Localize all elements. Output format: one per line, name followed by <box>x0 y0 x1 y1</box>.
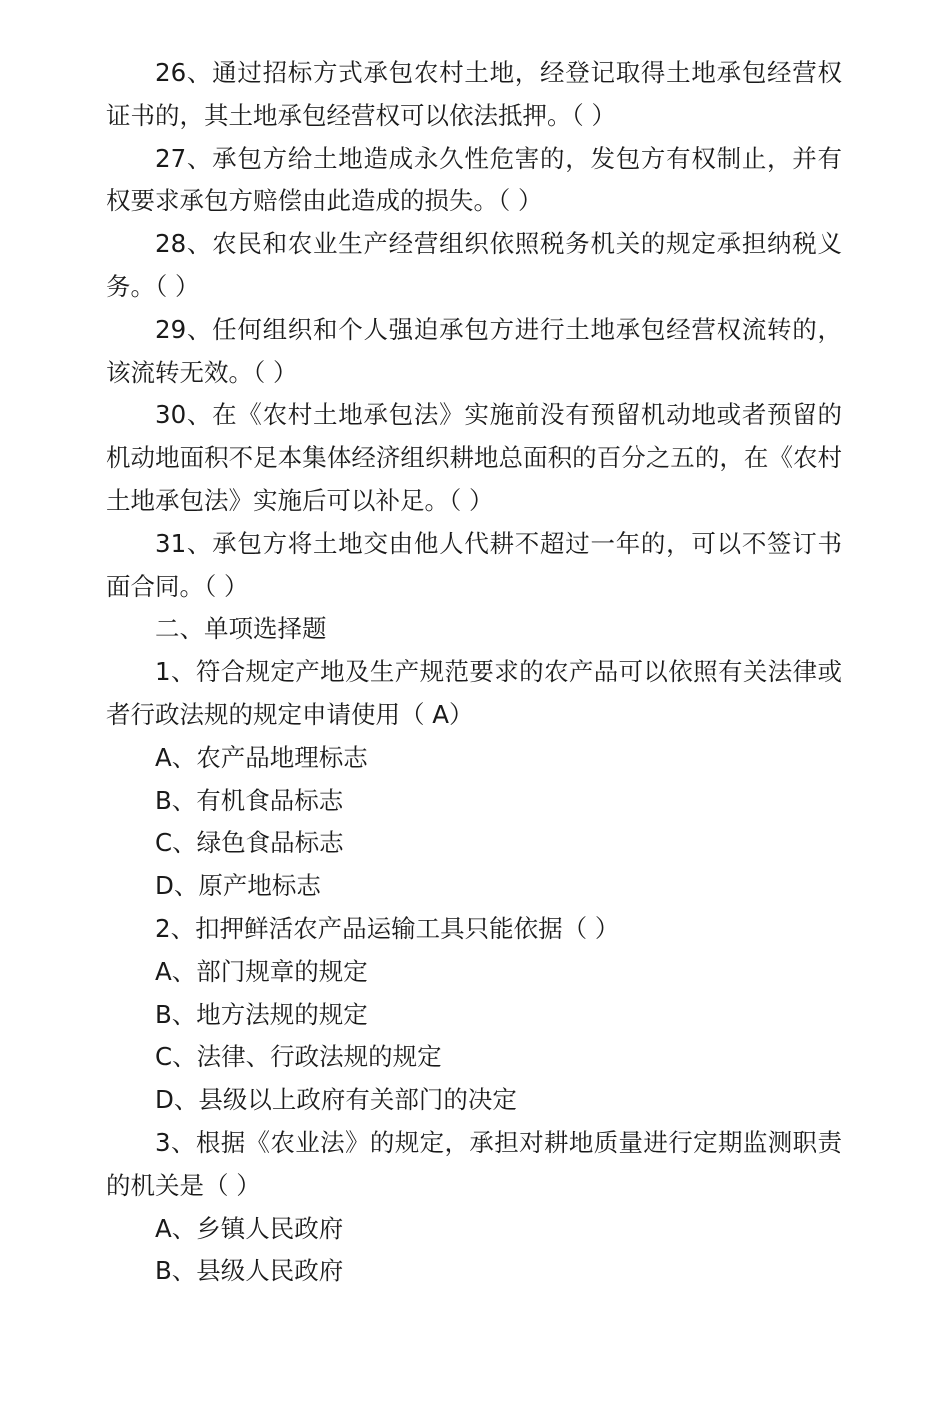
question-30-line-3: 地承包法》实施后可以补足。（ ） <box>130 485 494 515</box>
choice-1-option-b: B、有机食品标志 <box>155 785 344 815</box>
choice-1-option-c: C、绿色食品标志 <box>155 828 344 858</box>
choice-question-1-line-1: 1、符合规定产地及生产规范要求的农产品可以依照有关法律或 <box>155 657 842 687</box>
choice-question-3 <box>106 1122 842 1208</box>
question-28 <box>106 223 842 309</box>
choice-question-2-line-1: 2、扣押鲜活农产品运输工具只能依据（ ） <box>155 913 620 943</box>
choice-3-option-a: A、乡镇人民政府 <box>155 1213 344 1243</box>
question-28-line-2: （ ） <box>155 271 200 301</box>
choice-2-option-c: C、法律、行政法规的规定 <box>155 1042 442 1072</box>
question-29 <box>106 309 842 395</box>
choice-question-1-line-2: 者行政法规的规定申请使用（ A） <box>106 699 474 729</box>
question-27 <box>106 138 842 224</box>
question-29-line-2: 流转无效。（ ） <box>130 357 298 387</box>
document-page <box>106 52 842 1293</box>
question-29-line-1: 29、任何组织和个人强迫承包方进行土地承包经营权流转的，该 <box>106 314 842 387</box>
choice-question-2 <box>106 908 842 951</box>
question-26-line-2: 书的，其土地承包经营权可以依法抵押。（ ） <box>130 100 617 130</box>
section-heading: 二、单项选择题 <box>155 614 327 644</box>
question-31 <box>106 523 842 609</box>
choice-question-3-line-2: 的机关是（ ） <box>106 1170 261 1200</box>
choice-2-option-a: A、部门规章的规定 <box>155 956 368 986</box>
question-27-line-1: 27、承包方给土地造成永久性危害的，发包方有权制止，并有权 <box>106 143 842 216</box>
question-26 <box>106 52 842 138</box>
question-31-line-2: 合同。（ ） <box>130 571 249 601</box>
choice-3-option-b: B、县级人民政府 <box>155 1256 344 1286</box>
choice-1-option-a: A、农产品地理标志 <box>155 742 368 772</box>
choice-2-option-b: B、地方法规的规定 <box>155 999 368 1029</box>
question-30-line-2: 动地面积不足本集体经济组织耕地总面积的百分之五的，在《农村土 <box>106 443 843 515</box>
question-30 <box>106 394 842 522</box>
question-30-line-1: 30、在《农村土地承包法》实施前没有预留机动地或者预留的机 <box>106 400 842 473</box>
question-27-line-2: 要求承包方赔偿由此造成的损失。（ ） <box>130 186 543 216</box>
choice-question-3-line-1: 3、根据《农业法》的规定，承担对耕地质量进行定期监测职责 <box>155 1127 842 1157</box>
question-26-line-1: 26、通过招标方式承包农村土地，经登记取得土地承包经营权证 <box>106 58 842 130</box>
choice-question-1 <box>106 651 842 737</box>
choice-1-option-d: D、原产地标志 <box>155 871 321 901</box>
question-31-line-1: 31、承包方将土地交由他人代耕不超过一年的，可以不签订书面 <box>106 528 842 601</box>
choice-2-option-d: D、县级以上政府有关部门的决定 <box>155 1085 517 1115</box>
question-28-line-1: 28、农民和农业生产经营组织依照税务机关的规定承担纳税义务。 <box>106 229 842 301</box>
